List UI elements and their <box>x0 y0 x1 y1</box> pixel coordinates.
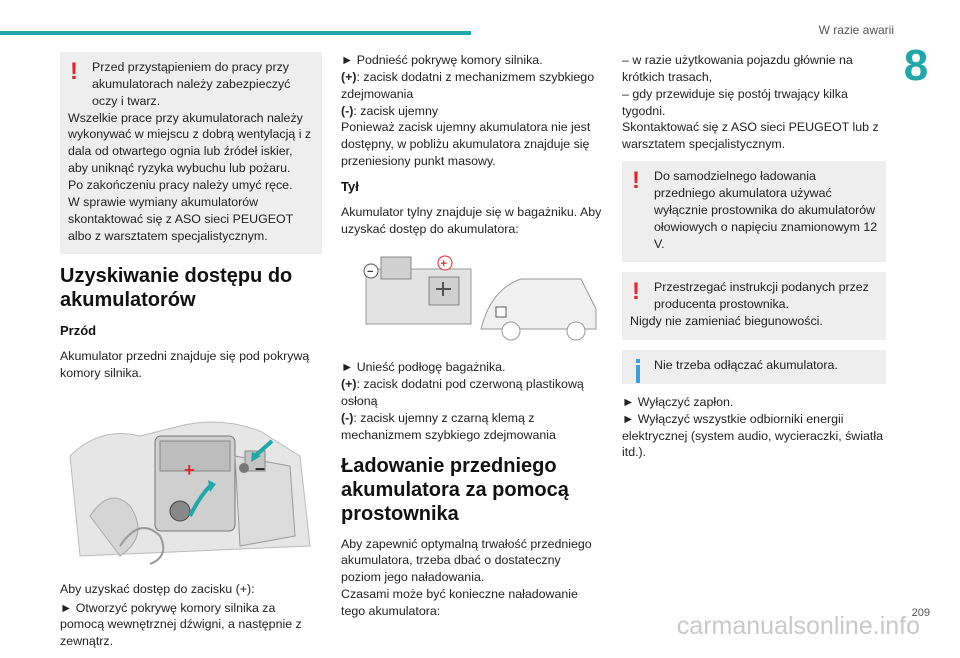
warning-exclamation-icon: ! <box>632 278 640 306</box>
info-text: Nie trzeba odłączać akumulatora. <box>654 358 838 373</box>
charge-text-1: Aby zapewnić optymalną trwałość przedniego akumulatora, trzeba dbać o dostateczny poziom jego naładowania. <box>341 536 592 585</box>
rear-plus-desc <box>341 376 603 410</box>
heading-charging: Ładowanie przedniego akumulatora za pomocą prostownika <box>341 454 569 525</box>
engine-bay-illustration <box>60 396 322 566</box>
rear-plus-symbol: (+) <box>341 377 357 392</box>
subheading-rear: Tył <box>341 179 359 195</box>
dash-item-2: – gdy przewiduje się postój trwający kilka tygodni. <box>622 86 848 118</box>
rear-plus-text: : zacisk dodatni pod czerwoną plastikową osłoną <box>341 377 584 408</box>
warning-charger-text: Do samodzielnego ładowania przedniego akumulatora używać wyłącznie prostownika do akumulatorów ołowiowych o napięciu znamionowym 12 V. <box>654 169 878 251</box>
step-consumers-off: ► Wyłączyć wszystkie odbiorniki energii elektrycznej (system audio, wycieraczki, światła itd.). <box>622 411 883 460</box>
column-1 <box>60 52 322 658</box>
access-step: ► Otworzyć pokrywę komory silnika za pomocą wewnętrznej dźwigni, a następnie z zewnątrz. <box>60 600 302 649</box>
subheading-front: Przód <box>60 323 97 339</box>
step-ignition-off: ► Wyłączyć zapłon. <box>622 394 734 409</box>
plus-text: : zacisk dodatni z mechanizmem szybkiego zdejmowania <box>341 69 595 101</box>
warning-line: Po zakończeniu pracy należy umyć ręce. <box>68 178 293 193</box>
contact-text: Skontaktować się z ASO sieci PEUGEOT lub z warsztatem specjalistycznym. <box>622 120 879 152</box>
svg-text:+: + <box>440 258 447 271</box>
figure-plus-label: + <box>184 459 195 480</box>
ground-note: Ponieważ zacisk ujemny akumulatora nie jest dostępny, w pobliżu akumulatora znajduje się przeniesiony punkt masowy. <box>341 120 591 169</box>
warning-line: W sprawie wymiany akumulatorów skontaktować się z ASO sieci PEUGEOT albo z warsztatem specjalistycznym. <box>68 194 293 243</box>
info-box <box>622 350 886 384</box>
rear-text: Akumulator tylny znajduje się w bagażniku. Aby uzyskać dostęp do akumulatora: <box>341 204 602 236</box>
warning-box-charger <box>622 161 886 262</box>
rear-minus-text: : zacisk ujemny z czarną klemą z mechanizmem szybkiego zdejmowania <box>341 410 556 442</box>
rear-minus-symbol: (-) <box>341 410 354 425</box>
header-accent-bar <box>0 31 471 35</box>
step-lift-hood: ► Podnieść pokrywę komory silnika. <box>341 53 543 67</box>
front-text: Akumulator przedni znajduje się pod pokrywą komory silnika. <box>60 349 310 380</box>
heading-access: Uzyskiwanie dostępu do akumulatorów <box>60 265 293 312</box>
plus-symbol: (+) <box>341 69 357 84</box>
dash-item-1: – w razie użytkowania pojazdu głównie na krótkich trasach, <box>622 53 853 84</box>
minus-symbol: (-) <box>341 103 354 118</box>
warning-line: Przed przystąpieniem do pracy przy akumulatorach należy zabezpieczyć oczy i twarz. <box>92 60 291 108</box>
access-text: Aby uzyskać dostęp do zacisku (+): <box>60 581 255 596</box>
plus-terminal-desc <box>341 69 603 103</box>
warning-line: Wszelkie prace przy akumulatorach należy wykonywać w miejscu z dobrą wentylacją i z dala od otwartego ognia lub źródeł iskier, aby uniknąć ryzyka wybuchu lub pożaru. <box>68 110 312 176</box>
watermark: carmanualsonline.info <box>676 612 920 640</box>
figure-minus-label: – <box>255 457 266 478</box>
charge-text-2: Czasami może być konieczne naładowanie tego akumulatora: <box>341 587 578 618</box>
column-3 <box>622 52 886 469</box>
warning-box <box>60 52 322 254</box>
rear-minus-desc <box>341 410 603 444</box>
page-number: 209 <box>911 607 930 619</box>
rear-step: ► Unieść podłogę bagażnika. <box>341 360 506 375</box>
warning-exclamation-icon: ! <box>632 167 640 195</box>
warning-exclamation-icon: ! <box>70 58 78 85</box>
minus-text: : zacisk ujemny <box>353 103 439 118</box>
warning-box-instructions <box>622 272 886 340</box>
info-icon <box>636 359 640 383</box>
svg-text:−: − <box>367 266 374 279</box>
section-title: W razie awarii <box>818 23 894 37</box>
minus-terminal-desc <box>341 103 603 120</box>
warning-instructions-text: Przestrzegać instrukcji podanych przez producenta prostownika. <box>654 280 869 312</box>
rear-battery-illustration <box>341 249 603 344</box>
column-2 <box>341 52 603 628</box>
warning-polarity-text: Nigdy nie zamieniać biegunowości. <box>630 314 823 329</box>
chapter-number: 8 <box>903 41 929 90</box>
